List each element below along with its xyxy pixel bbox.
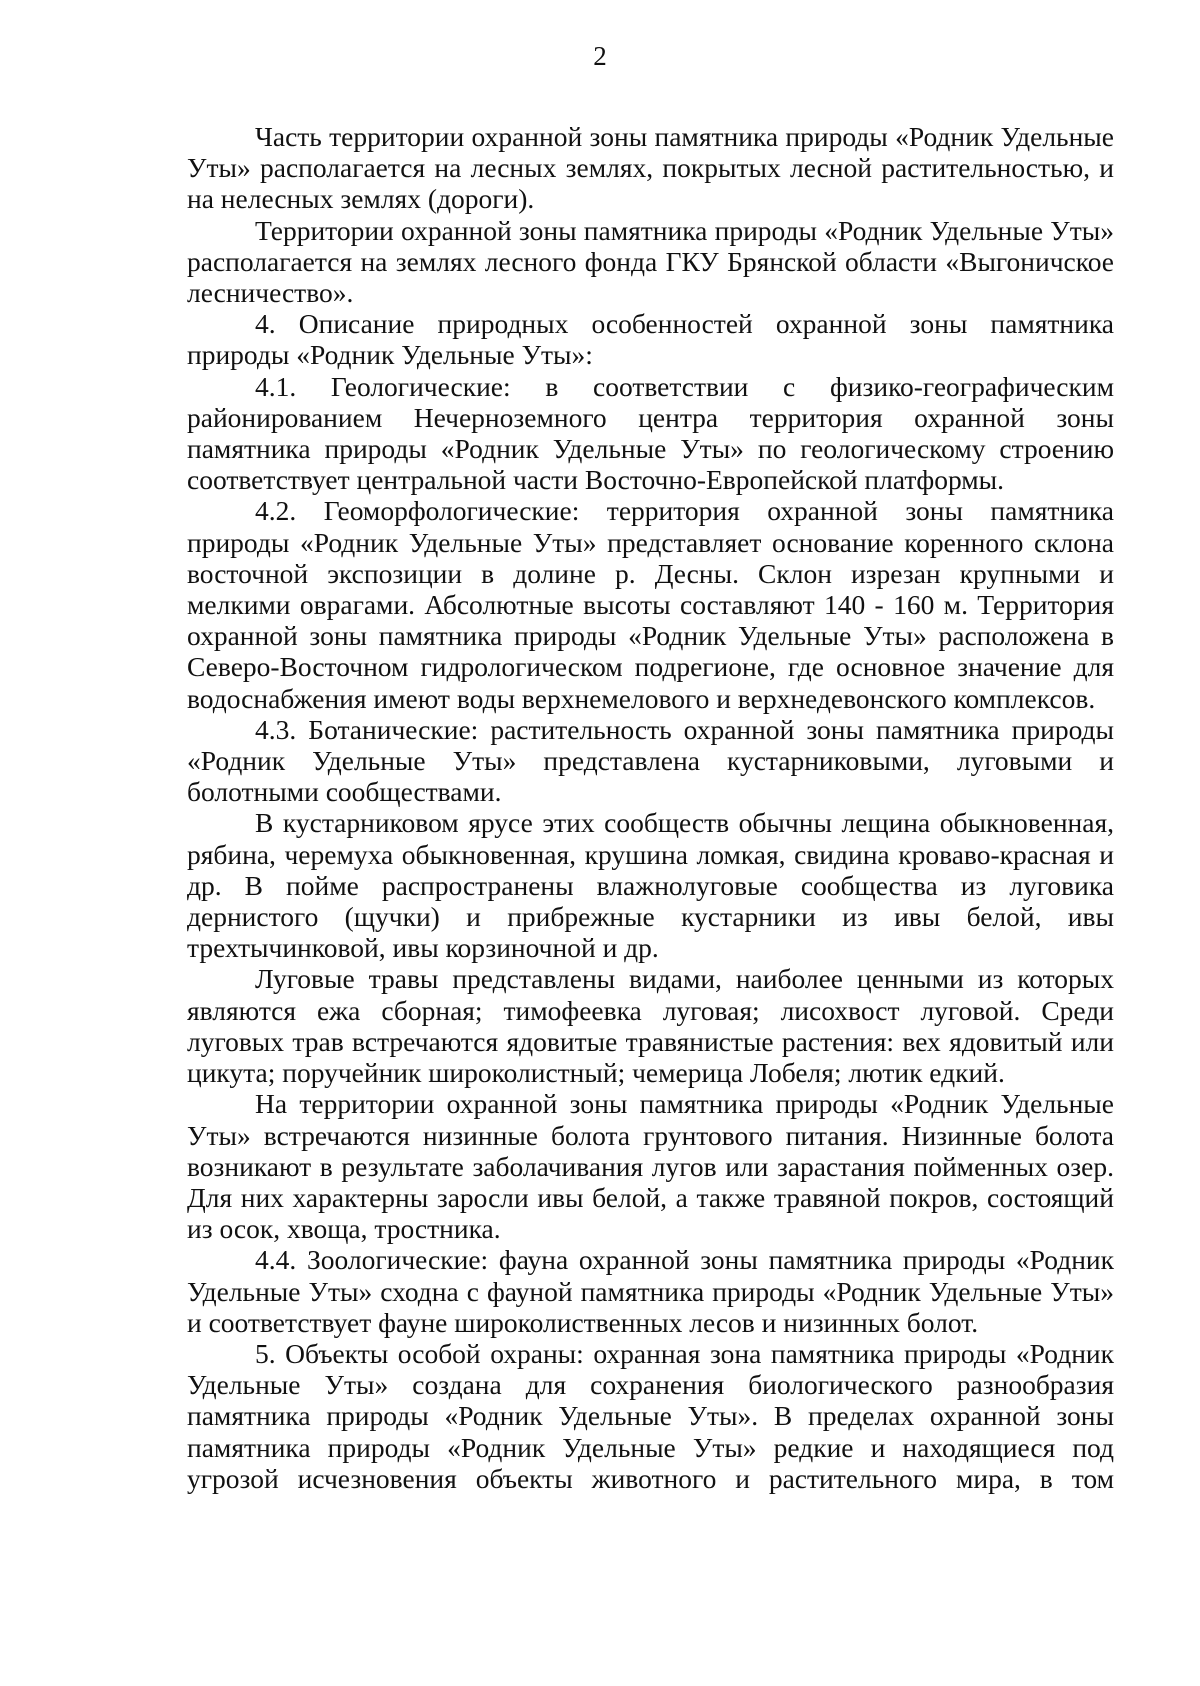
paragraph-geological: 4.1. Геологические: в соответствии с физико-географическим районированием Нечерноземного центра территория охранной зоны памятника природы «Родник Удельные Уты» по геологическому строению соответствует центральной части Восточно-Европейской платформы. xyxy=(187,370,1114,496)
paragraph-protection-objects: 5. Объекты особой охраны: охранная зона памятника природы «Родник Удельные Уты» создана для сохранения биологического разнообразия памятника природы «Родник Удельные Уты». В пределах охранной зоны памятника природы «Родник Удельные Уты» редкие и находящиеся под угрозой исчезновения объекты животного и растительного мира, в том xyxy=(187,1337,1114,1494)
paragraph-forest-fund: Территории охранной зоны памятника природы «Родник Удельные Уты» располагается на землях лесного фонда ГКУ Брянской области «Выгоничское лесничество». xyxy=(187,214,1114,309)
paragraph-meadow-grasses: Луговые травы представлены видами, наиболее ценными из которых являются ежа сборная; тимофеевка луговая; лисохвост луговой. Среди луговых трав встречаются ядовитые травянистые растения: вех ядовитый или цикута; поручейник широколистный; чемерица Лобеля; лютик едкий. xyxy=(187,963,1114,1089)
paragraph-geomorphological: 4.2. Геоморфологические: территория охранной зоны памятника природы «Родник Удельные Уты» представляет основание коренного склона восточной экспозиции в долине р. Десны. Склон изрезан крупными и мелкими оврагами. Абсолютные высоты составляют 140 - 160 м. Территория охранной зоны памятника природы «Родник Удельные Уты» расположена в Северо-Восточном гидрологическом подрегионе, где основное значение для водоснабжения имеют воды верхнемелового и верхнедевонского комплексов. xyxy=(187,495,1114,714)
paragraph-botanical: 4.3. Ботанические: растительность охранной зоны памятника природы «Родник Удельные Уты» представлена кустарниковыми, луговыми и болотными сообществами. xyxy=(187,713,1114,808)
paragraph-zoological: 4.4. Зоологические: фауна охранной зоны памятника природы «Родник Удельные Уты» сходна с фауной памятника природы «Родник Удельные Уты» и соответствует фауне широколиственных лесов и низинных болот. xyxy=(187,1244,1114,1338)
page-number: 2 xyxy=(593,41,607,71)
paragraph-section-4-heading: 4. Описание природных особенностей охранной зоны памятника природы «Родник Удельные Уты»: xyxy=(187,308,1114,371)
paragraph-shrub-layer: В кустарниковом ярусе этих сообществ обычны лещина обыкновенная, рябина, черемуха обыкновенная, крушина ломкая, свидина кроваво-красная и др. В пойме распространены влажнолуговые сообщества из луговика дернистого (щучки) и прибрежные кустарники из ивы белой, ивы трехтычинковой, ивы корзиночной и др. xyxy=(187,807,1114,964)
paragraph-forest-lands: Часть территории охранной зоны памятника природы «Родник Удельные Уты» располагается на лесных землях, покрытых лесной растительностью, и на нелесных землях (дороги). xyxy=(187,121,1114,215)
paragraph-lowland-bogs: На территории охранной зоны памятника природы «Родник Удельные Уты» встречаются низинные болота грунтового питания. Низинные болота возникают в результате заболачивания лугов или зарастания пойменных озер. Для них характерны заросли ивы белой, а также травяной покров, состоящий из осок, хвоща, тростника. xyxy=(187,1088,1114,1245)
document-body xyxy=(187,121,1114,1494)
